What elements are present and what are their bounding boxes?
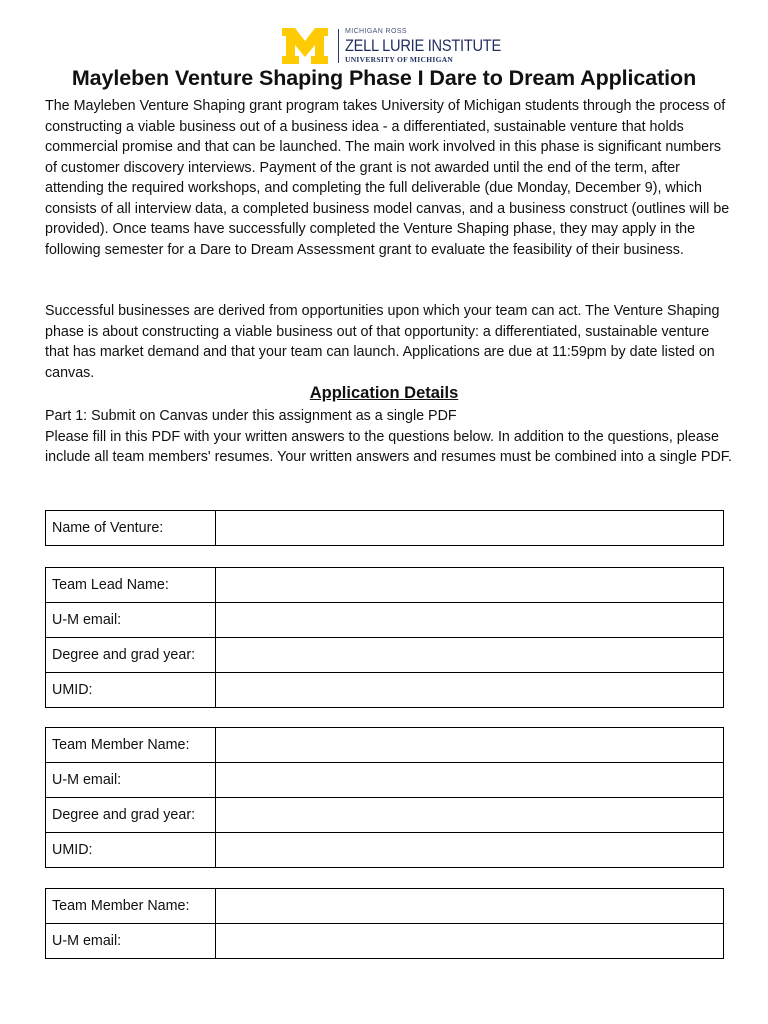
part1-text: Part 1: Submit on Canvas under this assignment as a single PDF — [45, 408, 457, 424]
logo-main-text: ZELL LURIE INSTITUTE — [345, 36, 501, 56]
table-row — [46, 673, 724, 708]
logo-wordmark — [345, 28, 526, 64]
table-row — [46, 798, 724, 833]
team-member-1-table — [45, 727, 724, 868]
field-label: Degree and grad year: — [46, 798, 216, 833]
field-label: UMID: — [46, 833, 216, 868]
section-heading: Application Details — [309, 384, 459, 402]
table-row — [46, 924, 724, 959]
team-member-2-table — [45, 888, 724, 959]
member-2-email-field[interactable] — [216, 924, 724, 959]
table-row — [46, 638, 724, 673]
team-lead-umid-field[interactable] — [216, 673, 724, 708]
member-1-name-field[interactable] — [216, 728, 724, 763]
field-label: Team Lead Name: — [46, 568, 216, 603]
table-row — [46, 889, 724, 924]
team-lead-email-field[interactable] — [216, 603, 724, 638]
logo-sub-text: UNIVERSITY OF MICHIGAN — [345, 55, 454, 65]
field-label: Team Member Name: — [46, 728, 216, 763]
field-label: Name of Venture: — [46, 511, 216, 546]
venture-name-field[interactable] — [216, 511, 724, 546]
logo-divider — [338, 29, 339, 63]
logo-top-text: MICHIGAN ROSS — [345, 28, 407, 36]
table-row — [46, 511, 724, 546]
opportunity-paragraph: Successful businesses are derived from opportunities upon which your team can act. The Venture Shaping phase is about constructing a viable business out of that opportunity: a differentiated, sustainable venture that has market demand and that your team can launch. Applications are due at 11:59pm by date listed on canvas. — [45, 303, 720, 381]
instructions-text: Please fill in this PDF with your written answers to the questions below. In addition to the questions, please include all team members' resumes. Your written answers and resumes must be combined into a single PDF. — [45, 428, 732, 465]
team-lead-table — [45, 567, 724, 708]
field-label: U-M email: — [46, 924, 216, 959]
application-details — [45, 406, 735, 468]
member-2-name-field[interactable] — [216, 889, 724, 924]
block-m-icon — [282, 28, 328, 64]
field-label: Degree and grad year: — [46, 638, 216, 673]
field-label: U-M email: — [46, 763, 216, 798]
intro-paragraph: The Mayleben Venture Shaping grant program takes University of Michigan students through the process of constructing a viable business out of a business idea - a differentiated, sustainable venture that holds commercial promise and that can be launched. The main work involved in this phase is significant numbers of customer discovery interviews. Payment of the grant is not awarded until the end of the term, after attending the required workshops, and completing the full deliverable (due Monday, December 9), which consists of all interview data, a completed business model canvas, and a business construct (outlines will be provided). Once teams have successfully completed the Venture Shaping phase, they may apply in the following semester for a Dare to Dream Assessment grant to evaluate the feasibility of their business. — [45, 98, 730, 258]
table-row — [46, 833, 724, 868]
table-row — [46, 763, 724, 798]
team-lead-name-field[interactable] — [216, 568, 724, 603]
venture-table — [45, 510, 724, 546]
table-row — [46, 728, 724, 763]
member-1-umid-field[interactable] — [216, 833, 724, 868]
zell-lurie-logo — [282, 27, 526, 65]
field-label: Team Member Name: — [46, 889, 216, 924]
member-1-degree-field[interactable] — [216, 798, 724, 833]
field-label: UMID: — [46, 673, 216, 708]
field-label: U-M email: — [46, 603, 216, 638]
page-title: Mayleben Venture Shaping Phase I Dare to Dream Application — [71, 66, 697, 90]
team-lead-degree-field[interactable] — [216, 638, 724, 673]
table-row — [46, 568, 724, 603]
table-row — [46, 603, 724, 638]
member-1-email-field[interactable] — [216, 763, 724, 798]
